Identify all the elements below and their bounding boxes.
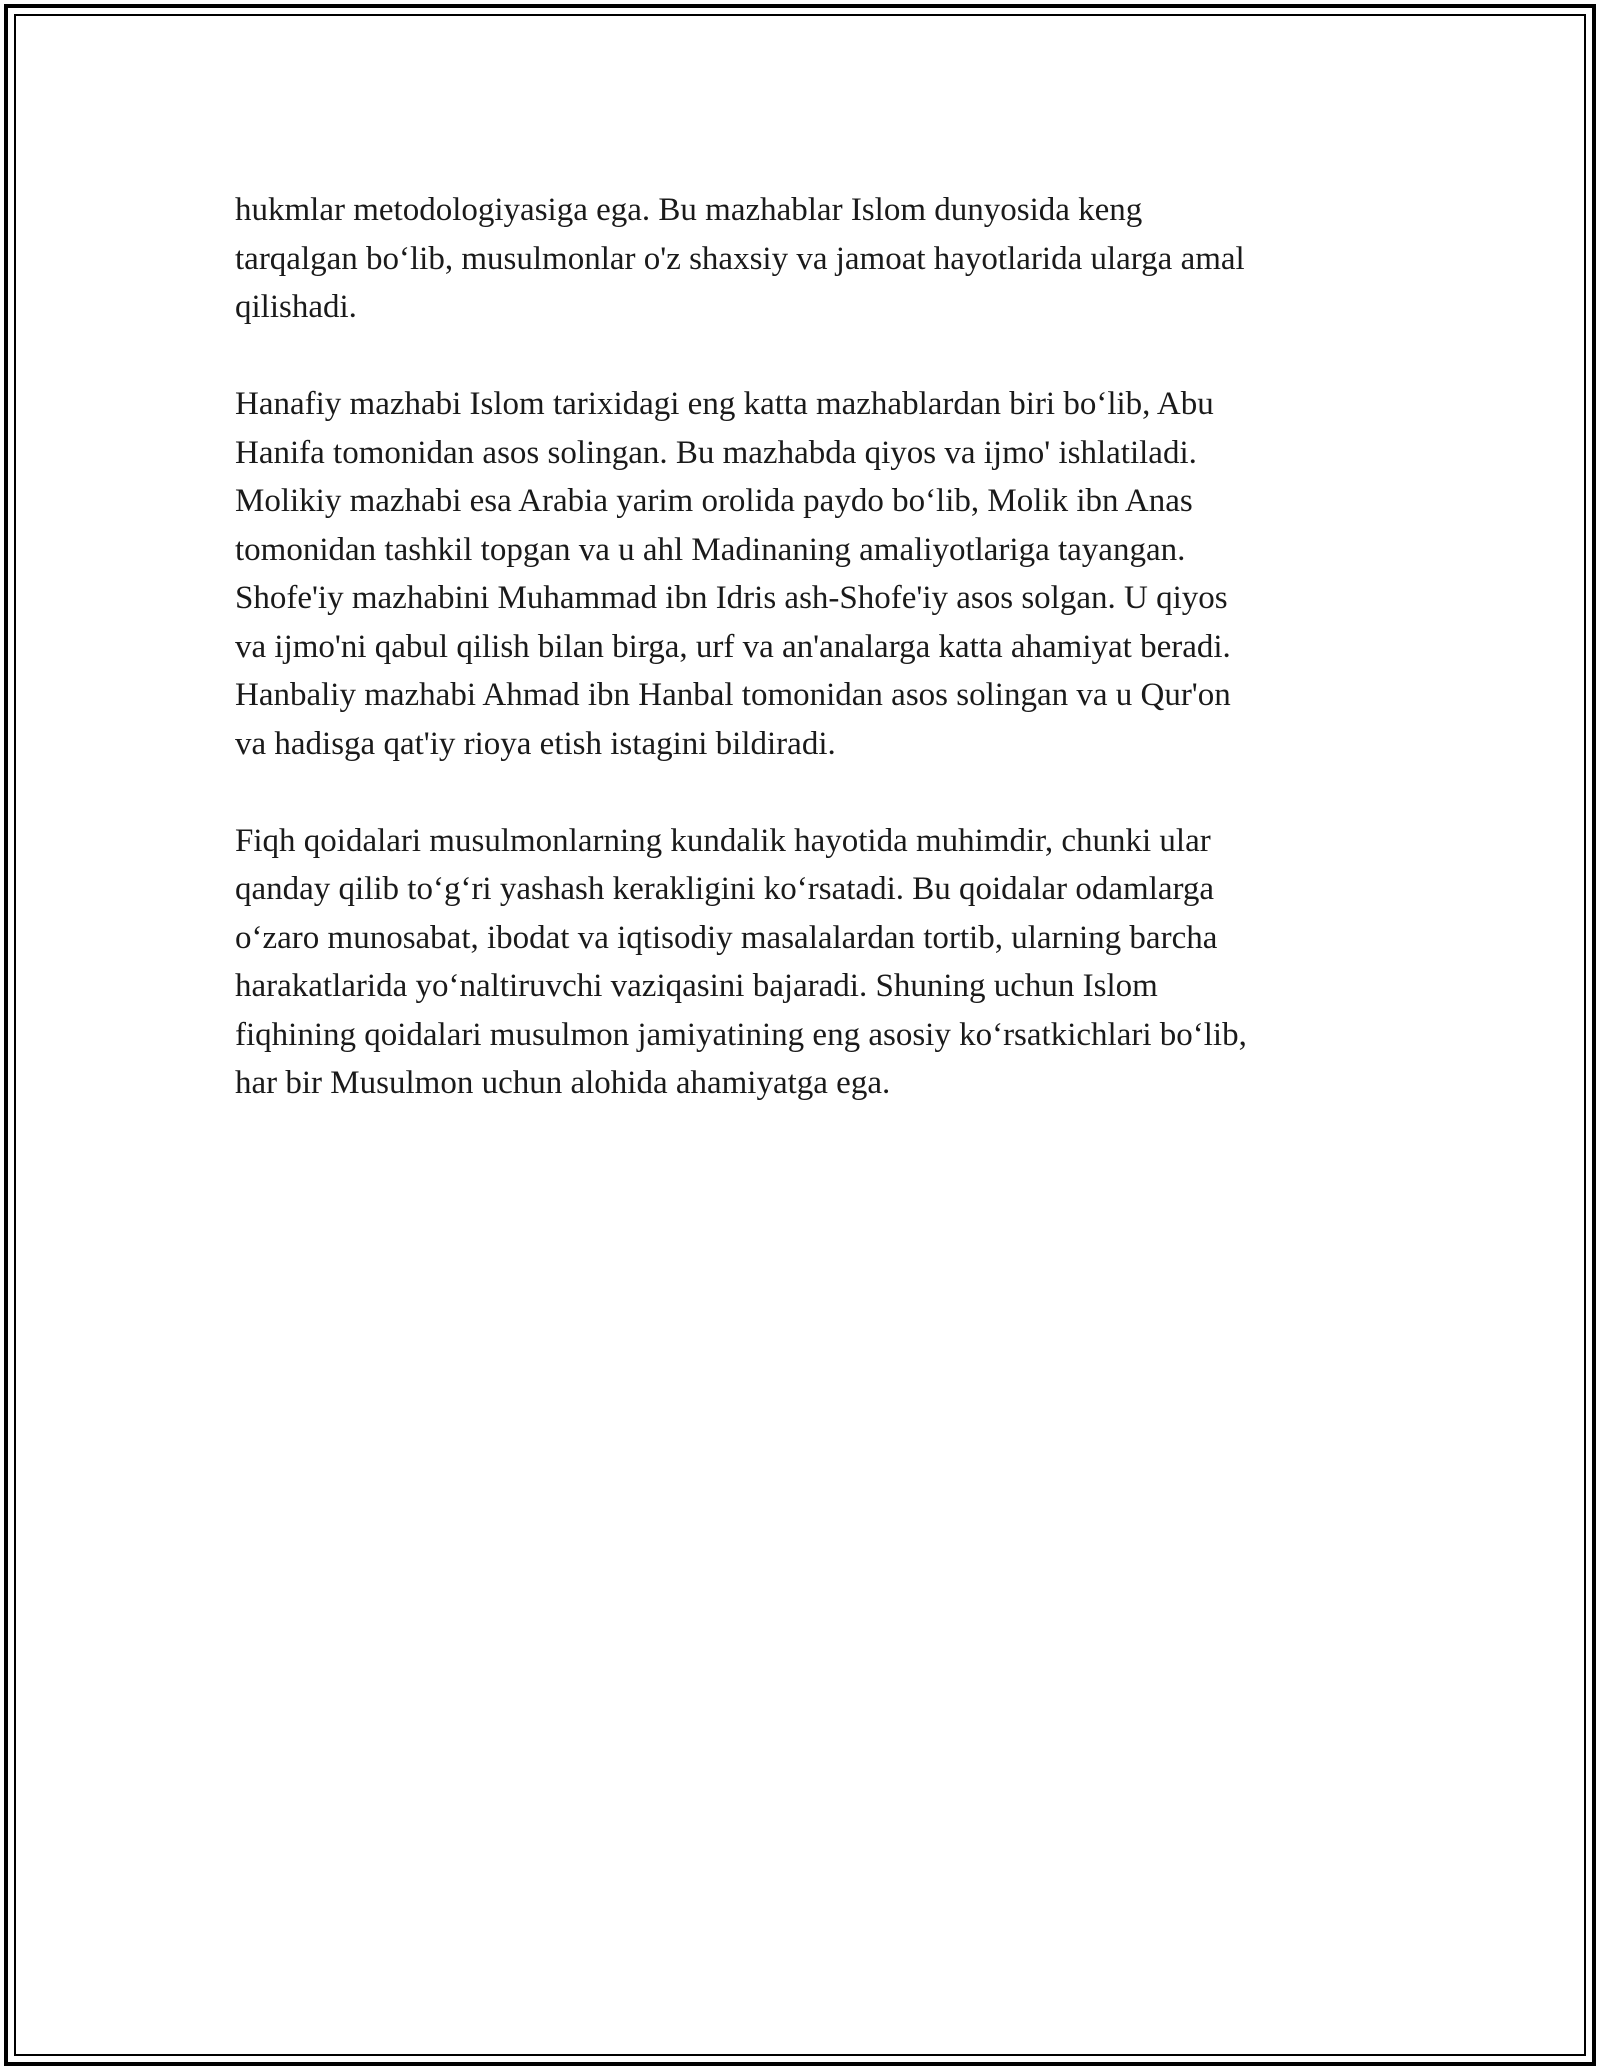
text-line: qilishadi. — [235, 289, 357, 325]
text-line: tomonidan tashkil topgan va u ahl Madinaning amaliyotlariga tayangan. — [235, 531, 1186, 568]
text-line: Shofe'iy mazhabini Muhammad ibn Idris ash-Shofe'iy asos solgan. U qiyos — [235, 580, 1228, 616]
text-line: qanday qilib to‘g‘ri yashash kerakligini ko‘rsatadi. Bu qoidalar odamlarga — [235, 871, 1215, 907]
text-line: va ijmo'ni qabul qilish bilan birga, urf va an'analarga katta ahamiyat beradi. — [235, 628, 1231, 665]
text-line: va hadisga qat'iy rioya etish istagini bildiradi. — [235, 725, 836, 762]
document-body — [235, 186, 1385, 1156]
paragraph-3 — [235, 817, 1385, 1108]
text-line: o‘zaro munosabat, ibodat va iqtisodiy masalalardan tortib, ularning barcha — [235, 919, 1218, 956]
paragraph-1 — [235, 186, 1385, 332]
paragraph-2 — [235, 380, 1385, 768]
text-line: Hanifa tomonidan asos solingan. Bu mazhabda qiyos va ijmo' ishlatiladi. — [235, 434, 1197, 471]
text-line: tarqalgan bo‘lib, musulmonlar o'z shaxsiy va jamoat hayotlarida ularga amal — [235, 240, 1245, 277]
text-line: Fiqh qoidalari musulmonlarning kundalik hayotida muhimdir, chunki ular — [235, 822, 1211, 859]
text-line: fiqhining qoidalari musulmon jamiyatining eng asosiy ko‘rsatkichlari bo‘lib, — [235, 1016, 1247, 1053]
text-line: harakatlarida yo‘naltiruvchi vaziqasini bajaradi. Shuning uchun Islom — [235, 968, 1158, 1004]
text-line: Hanbaliy mazhabi Ahmad ibn Hanbal tomonidan asos solingan va u Qur'on — [235, 677, 1231, 713]
text-line: Molikiy mazhabi esa Arabia yarim orolida paydo bo‘lib, Molik ibn Anas — [235, 483, 1193, 519]
text-line: Hanafiy mazhabi Islom tarixidagi eng katta mazhablardan biri bo‘lib, Abu — [235, 386, 1214, 422]
text-line: hukmlar metodologiyasiga ega. Bu mazhablar Islom dunyosida keng — [235, 192, 1143, 228]
text-line: har bir Musulmon uchun alohida ahamiyatga ega. — [235, 1065, 891, 1101]
